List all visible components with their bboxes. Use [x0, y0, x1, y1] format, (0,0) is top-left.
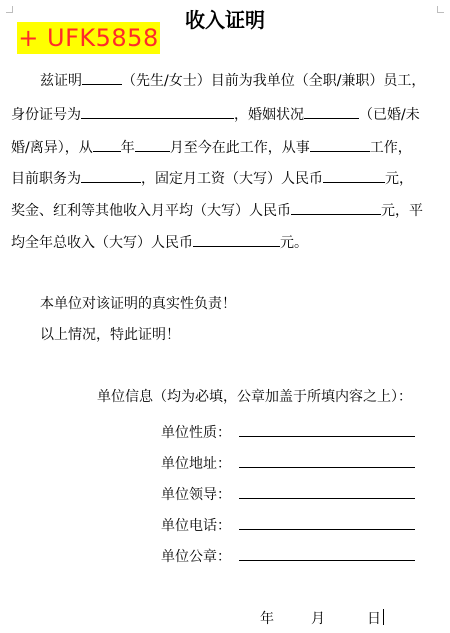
date-day-text: 日 — [367, 611, 381, 627]
unit-seal-blank[interactable] — [239, 546, 415, 561]
field-label: 单位地址： — [161, 456, 231, 472]
body-line-3 — [0, 137, 450, 158]
body-text: 均全年总收入（大写）人民币 — [11, 235, 193, 251]
date-year-label: 年 — [260, 611, 274, 627]
statement-certify: 以上情况，特此证明！ — [40, 327, 180, 343]
monthly-salary-blank[interactable] — [323, 168, 385, 183]
unit-info-heading: 单位信息（均为必填，公章加盖于所填内容之上）： — [97, 389, 412, 405]
bonus-income-blank[interactable] — [291, 200, 381, 215]
field-unit-address — [0, 453, 450, 474]
body-text: 月至今在此工作，从事 — [169, 140, 310, 156]
field-label: 单位电话： — [161, 518, 231, 534]
body-text: （已婚/未 — [359, 107, 420, 123]
text-cursor — [383, 609, 384, 625]
statement-responsibility: 本单位对该证明的真实性负责！ — [40, 296, 236, 312]
annual-income-blank[interactable] — [193, 232, 280, 247]
body-text: ，婚姻状况 — [234, 107, 304, 123]
field-unit-nature — [0, 422, 450, 443]
date-day-label — [367, 609, 384, 629]
body-line-5 — [0, 200, 450, 221]
body-text: ，固定月工资（大写）人民币 — [141, 171, 323, 187]
unit-phone-blank[interactable] — [239, 515, 415, 530]
document-title: 收入证明 — [185, 8, 265, 32]
work-type-blank[interactable] — [310, 137, 370, 152]
field-label: 单位领导： — [161, 487, 231, 503]
marital-status-blank[interactable] — [304, 104, 359, 119]
field-unit-phone — [0, 515, 450, 536]
body-text: 婚/离异），从 — [11, 140, 93, 156]
start-year-blank[interactable] — [93, 137, 121, 152]
body-line-1 — [0, 70, 450, 91]
field-unit-seal — [0, 546, 450, 567]
body-line-6 — [0, 232, 450, 253]
body-line-2 — [0, 104, 450, 125]
body-text: 工作， — [369, 140, 412, 156]
start-month-blank[interactable] — [135, 137, 170, 152]
body-text: 元， — [385, 171, 413, 187]
id-number-blank[interactable] — [81, 104, 234, 119]
unit-nature-blank[interactable] — [239, 422, 415, 437]
unit-leader-blank[interactable] — [239, 484, 415, 499]
unit-address-blank[interactable] — [239, 453, 415, 468]
field-unit-leader — [0, 484, 450, 505]
body-line-4 — [0, 168, 450, 189]
body-text: 元，平 — [381, 203, 423, 219]
position-blank[interactable] — [81, 168, 141, 183]
body-text: 兹证明 — [40, 73, 82, 89]
name-blank[interactable] — [82, 70, 122, 85]
body-text: 奖金、红利等其他收入月平均（大写）人民币 — [11, 203, 291, 219]
body-text: 元。 — [280, 235, 308, 251]
field-label: 单位性质： — [161, 425, 231, 441]
body-text: 身份证号为 — [11, 107, 81, 123]
field-label: 单位公章： — [161, 549, 231, 565]
body-text: （先生/女士）目前为我单位（全职/兼职）员工， — [122, 73, 426, 89]
body-text: 年 — [120, 140, 135, 156]
body-text: 目前职务为 — [11, 171, 81, 187]
date-month-label: 月 — [311, 611, 325, 627]
watermark-label: + UFK5858 — [18, 24, 159, 52]
